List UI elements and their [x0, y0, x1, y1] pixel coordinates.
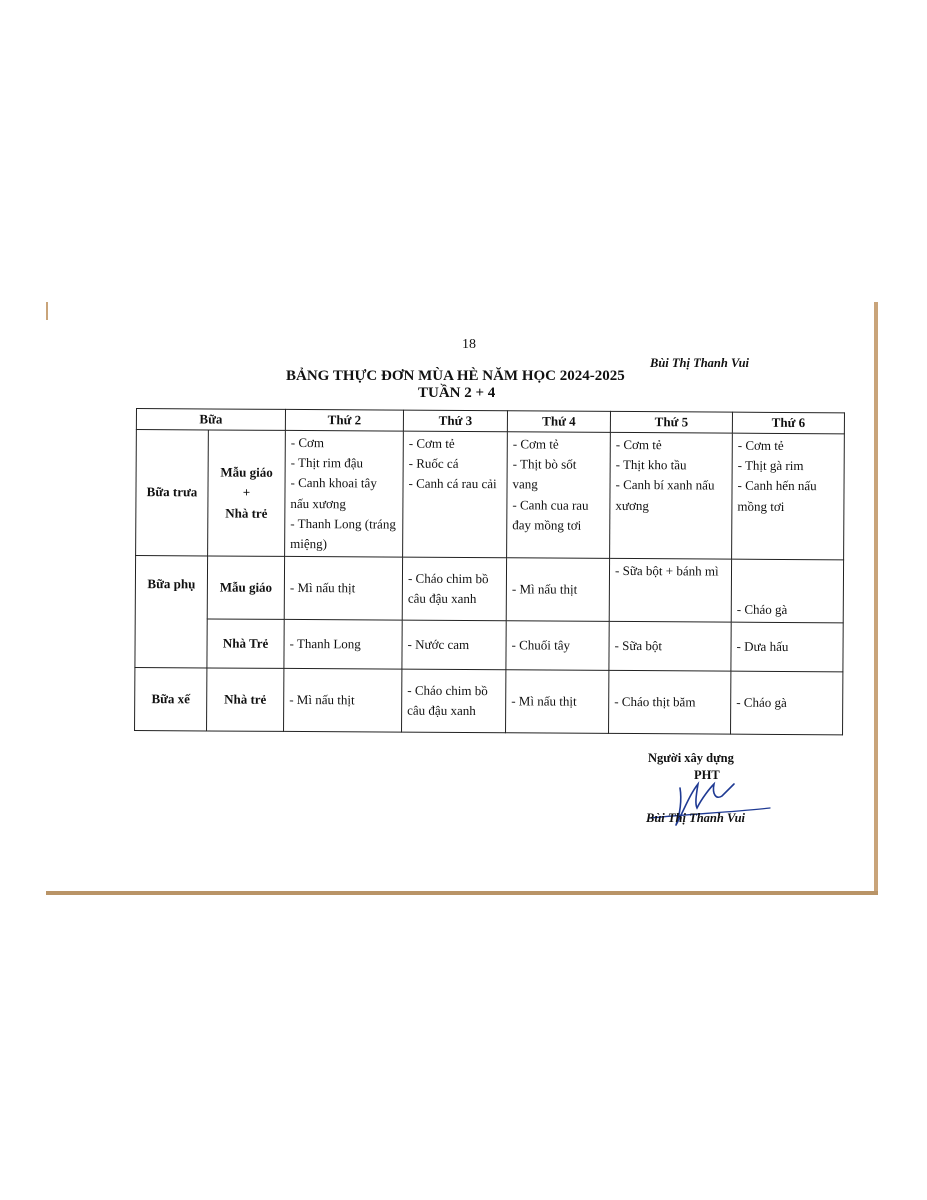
header-meal: Bữa [136, 409, 285, 431]
page-number: 18 [462, 337, 476, 352]
snack-kg-mon: - Mì nấu thịt [284, 556, 402, 620]
snack-ns-tue: - Nước cam [402, 620, 506, 670]
group-snack-kindergarten: Mẫu giáo [207, 556, 284, 619]
paper-edge-bottom [46, 891, 878, 895]
author-top: Bùi Thị Thanh Vui [650, 356, 750, 370]
header-thu: Thứ 5 [610, 411, 732, 433]
dish: - Cơm tẻ [408, 435, 455, 452]
dish: - Cơm tẻ [737, 437, 784, 454]
dish: - Thịt rim đậu [290, 455, 364, 471]
dish: - Thịt kho tầu [615, 457, 687, 473]
table-row-lunch [136, 430, 845, 560]
dish: - Canh cá rau cải [408, 476, 497, 492]
dish: - Canh hến nấu mồng tơi [737, 478, 817, 514]
group-lunch-line-1: Mẫu giáo [220, 464, 273, 481]
builder-name: Bùi Thị Thanh Vui [646, 811, 746, 825]
menu-table [134, 408, 845, 735]
late-fri: - Cháo gà [731, 671, 843, 735]
snack-ns-wed: - Chuối tây [506, 621, 609, 671]
snack-kg-fri: - Cháo gà [731, 559, 843, 623]
lunch-mon [285, 431, 404, 558]
group-afternoon: Nhà trẻ [207, 668, 284, 731]
group-snack-nursery: Nhà Trẻ [207, 619, 284, 668]
snack-kg-wed: - Mì nấu thịt [506, 558, 609, 622]
dish: - Cơm [290, 435, 325, 451]
lunch-wed [507, 432, 611, 558]
late-mon: - Mì nấu thịt [284, 668, 402, 732]
table-row-snack-kindergarten [135, 555, 843, 622]
table-row-afternoon [135, 667, 843, 734]
snack-ns-fri: - Dưa hấu [731, 622, 843, 672]
dish: - Cơm tẻ [512, 436, 559, 452]
header-wed: Thứ 4 [507, 411, 610, 433]
meal-snack: Bữa phụ [135, 555, 208, 667]
lunch-thu [610, 433, 733, 560]
snack-ns-thu: - Sữa bột [609, 621, 731, 671]
dish: - Canh khoai tây nấu xương [290, 475, 377, 511]
snack-kg-thu: - Sữa bột + bánh mì [609, 558, 731, 622]
dish: - Thanh Long (tráng miệng) [290, 515, 396, 552]
group-lunch-line-3: Nhà trẻ [225, 505, 268, 521]
page-subtitle: TUẦN 2 + 4 [418, 385, 496, 401]
lunch-fri [732, 433, 845, 560]
builder-label: Người xây dựng [648, 751, 734, 765]
late-thu: - Cháo thịt băm [609, 670, 731, 734]
late-tue: - Cháo chim bồ câu đậu xanh [402, 669, 506, 733]
group-lunch [208, 430, 286, 556]
dish: - Canh cua rau đay mồng tơi [512, 496, 589, 533]
page-title: BẢNG THỰC ĐƠN MÙA HÈ NĂM HỌC 2024-2025 [286, 368, 625, 384]
header-tue: Thứ 3 [403, 410, 507, 432]
dish: - Cơm tẻ [615, 437, 662, 453]
builder-title: PHT [694, 768, 720, 782]
lunch-tue [403, 431, 508, 557]
header-mon: Thứ 2 [285, 409, 403, 431]
dish: - Thịt gà rim [737, 457, 804, 474]
dish: - Canh bí xanh nấu xương [615, 477, 715, 513]
dish: - Ruốc cá [408, 455, 459, 472]
meal-lunch: Bữa trưa [136, 430, 209, 556]
header-fri: Thứ 6 [732, 412, 844, 434]
table-row-snack-nursery [135, 618, 843, 671]
dish: - Thịt bò sốt vang [512, 456, 577, 492]
group-lunch-line-2: + [242, 485, 251, 501]
snack-kg-tue: - Cháo chim bồ câu đậu xanh [402, 557, 506, 621]
paper-edge-right [874, 302, 878, 894]
snack-ns-mon: - Thanh Long [284, 619, 402, 669]
meal-afternoon: Bữa xế [135, 667, 207, 730]
late-wed: - Mì nấu thịt [506, 670, 609, 734]
paper-edge-left [46, 302, 48, 320]
